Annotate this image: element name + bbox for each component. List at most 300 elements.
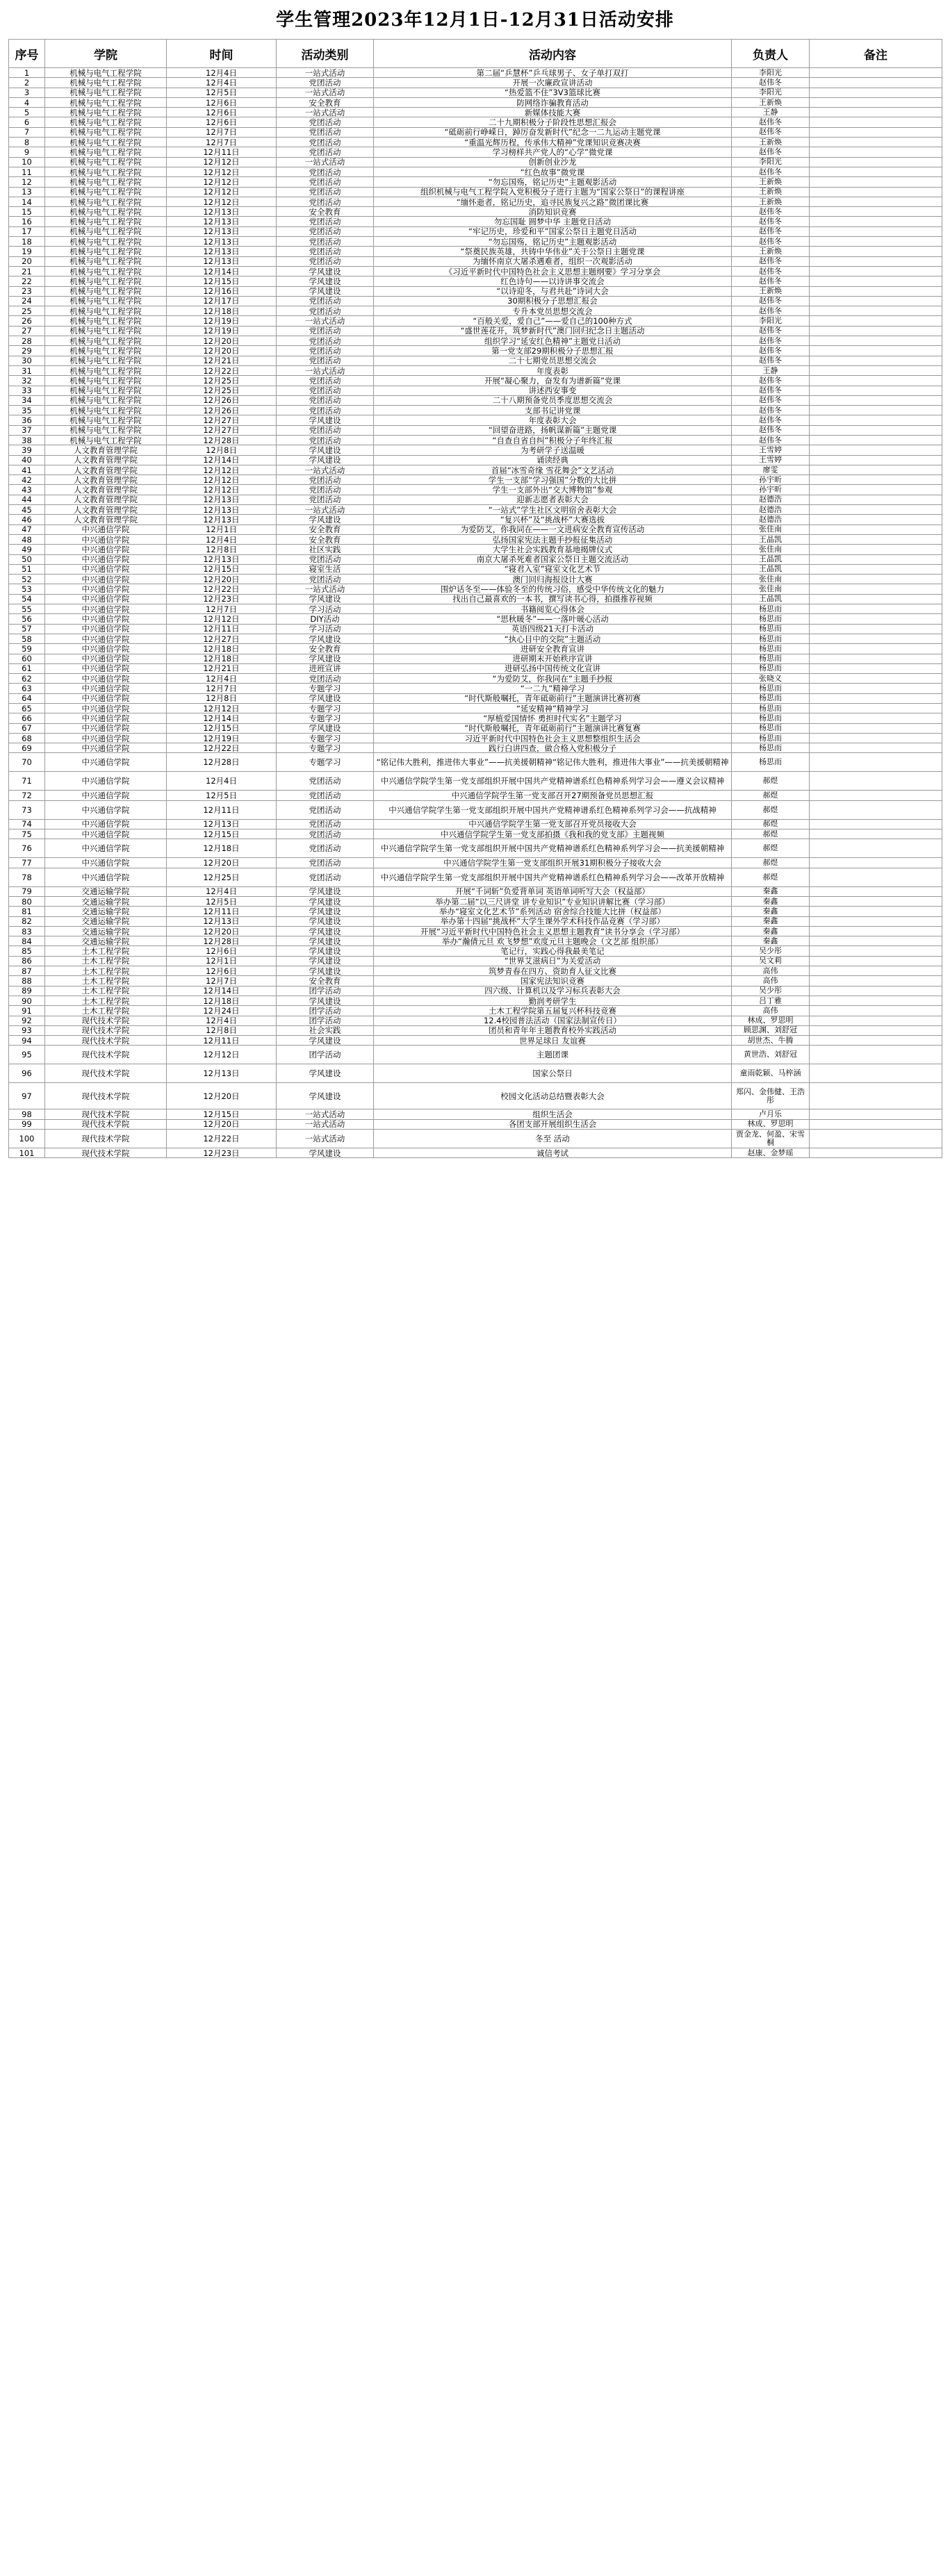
cell-college: 现代技术学院 (45, 1064, 167, 1083)
cell-person: 郝煜 (732, 858, 810, 868)
cell-time: 12月11日 (167, 624, 277, 634)
cell-no: 53 (9, 584, 45, 594)
cell-no: 94 (9, 1036, 45, 1046)
cell-person: 杨思而 (732, 733, 810, 743)
cell-no: 41 (9, 465, 45, 474)
cell-no: 64 (9, 693, 45, 703)
cell-person: 吕丁雅 (732, 996, 810, 1005)
cell-remark (810, 644, 942, 654)
table-row (9, 886, 942, 896)
cell-remark (810, 108, 942, 117)
cell-college: 机械与电气工程学院 (45, 266, 167, 276)
cell-content: 开展“习近平新时代中国特色社会主义思想主题教育”读书分享会（学习部） (374, 926, 732, 936)
table-row (9, 723, 942, 733)
cell-time: 12月7日 (167, 138, 277, 147)
cell-college: 交通运输学院 (45, 916, 167, 926)
cell-content: “自查自省自纠”积极分子年终汇报 (374, 435, 732, 445)
cell-college: 交通运输学院 (45, 907, 167, 916)
table-row (9, 926, 942, 936)
cell-content: 讲述西安事变 (374, 386, 732, 395)
cell-person: 赵伟冬 (732, 167, 810, 176)
cell-person: 王静 (732, 365, 810, 375)
cell-time: 12月28日 (167, 936, 277, 946)
cell-college: 中兴通信学院 (45, 839, 167, 858)
cell-no: 35 (9, 406, 45, 415)
cell-person: 王雪婷 (732, 455, 810, 465)
cell-time: 12月24日 (167, 1006, 277, 1016)
cell-no: 24 (9, 296, 45, 306)
cell-remark (810, 594, 942, 604)
table-row (9, 108, 942, 117)
cell-category: 学风建设 (277, 896, 374, 906)
cell-time: 12月23日 (167, 1148, 277, 1158)
cell-remark (810, 966, 942, 976)
cell-category: 党团活动 (277, 376, 374, 386)
cell-category: 学风建设 (277, 1083, 374, 1109)
cell-remark (810, 743, 942, 753)
cell-person: 王新焕 (732, 177, 810, 187)
table-row (9, 564, 942, 574)
cell-no: 10 (9, 157, 45, 167)
cell-remark (810, 217, 942, 226)
cell-time: 12月13日 (167, 1064, 277, 1083)
cell-college: 中兴通信学院 (45, 654, 167, 663)
cell-no: 27 (9, 326, 45, 336)
cell-person: 王新焕 (732, 138, 810, 147)
cell-remark (810, 346, 942, 356)
cell-time: 12月27日 (167, 415, 277, 425)
cell-remark (810, 868, 942, 886)
cell-category: 党团活动 (277, 346, 374, 356)
cell-content: 弘扬国家宪法主题手抄报征集活动 (374, 534, 732, 544)
cell-remark (810, 1109, 942, 1119)
cell-college: 机械与电气工程学院 (45, 356, 167, 365)
cell-no: 75 (9, 829, 45, 839)
cell-remark (810, 1064, 942, 1083)
cell-category: 党团活动 (277, 187, 374, 197)
cell-college: 人文教育管理学院 (45, 495, 167, 504)
page-title: 学生管理2023年12月1日-12月31日活动安排 (276, 10, 674, 31)
cell-category: 进班宣讲 (277, 663, 374, 673)
cell-time: 12月13日 (167, 495, 277, 504)
cell-category: 学风建设 (277, 266, 374, 276)
cell-remark (810, 88, 942, 97)
cell-person: 王新焕 (732, 187, 810, 197)
cell-remark (810, 455, 942, 465)
table-row (9, 306, 942, 316)
cell-time: 12月11日 (167, 907, 277, 916)
cell-time: 12月5日 (167, 791, 277, 800)
table-row (9, 326, 942, 336)
cell-category: 党团活动 (277, 485, 374, 495)
cell-person: 秦鑫 (732, 916, 810, 926)
cell-college: 机械与电气工程学院 (45, 167, 167, 176)
cell-content: 找出自己最喜欢的一本书，撰写读书心得，拍摄推荐视频 (374, 594, 732, 604)
cell-college: 中兴通信学院 (45, 858, 167, 868)
cell-no: 5 (9, 108, 45, 117)
cell-remark (810, 177, 942, 187)
cell-college: 机械与电气工程学院 (45, 296, 167, 306)
cell-time: 12月5日 (167, 88, 277, 97)
cell-content: 开展“千词斩”负爱背单词 英语单词听写大会（权益部） (374, 886, 732, 896)
cell-college: 机械与电气工程学院 (45, 108, 167, 117)
cell-no: 93 (9, 1025, 45, 1035)
table-body (9, 68, 942, 1158)
cell-person: 郝煜 (732, 829, 810, 839)
cell-college: 机械与电气工程学院 (45, 276, 167, 286)
table-row (9, 117, 942, 127)
cell-content: 开展“凝心聚力，奋发有为谱新篇”党课 (374, 376, 732, 386)
cell-person: 王新焕 (732, 197, 810, 206)
cell-no: 81 (9, 907, 45, 916)
cell-college: 土木工程学院 (45, 1006, 167, 1016)
cell-category: 学风建设 (277, 634, 374, 643)
cell-person: 林成、罗思明 (732, 1016, 810, 1025)
cell-time: 12月12日 (167, 157, 277, 167)
cell-content: 学生一支部外出“交大博物馆”参观 (374, 485, 732, 495)
cell-remark (810, 829, 942, 839)
cell-college: 交通运输学院 (45, 936, 167, 946)
cell-time: 12月6日 (167, 946, 277, 956)
cell-no: 31 (9, 365, 45, 375)
cell-person: 赵伟冬 (732, 296, 810, 306)
cell-content: “一二九”精神学习 (374, 684, 732, 693)
cell-remark (810, 167, 942, 176)
cell-content: 中兴通信学院学生第一党支部组织开展中国共产党精神谱系红色精神系列学习会——抗战精神 (374, 800, 732, 819)
cell-person: 王晶凯 (732, 594, 810, 604)
cell-time: 12月4日 (167, 68, 277, 78)
cell-category: 党团活动 (277, 839, 374, 858)
cell-time: 12月18日 (167, 839, 277, 858)
cell-remark (810, 996, 942, 1005)
cell-college: 机械与电气工程学院 (45, 256, 167, 266)
table-row (9, 1064, 942, 1083)
cell-college: 机械与电气工程学院 (45, 306, 167, 316)
cell-category: 安全教育 (277, 644, 374, 654)
cell-content: 中兴通信学院学生第一党支部拍摄《我和我的党支部》主题视频 (374, 829, 732, 839)
cell-remark (810, 1130, 942, 1148)
cell-content: 学生一支部“学习强国”分数的大比拼 (374, 475, 732, 485)
cell-college: 机械与电气工程学院 (45, 226, 167, 236)
cell-person: 赵伟冬 (732, 326, 810, 336)
cell-content: 第二届“乒慧杯”乒乓球男子、女子单打双打 (374, 68, 732, 78)
cell-content: 南京大屠杀死难者国家公祭日主题交流活动 (374, 554, 732, 564)
cell-no: 14 (9, 197, 45, 206)
cell-college: 机械与电气工程学院 (45, 117, 167, 127)
cell-no: 65 (9, 704, 45, 713)
table-row (9, 684, 942, 693)
cell-category: 一站式活动 (277, 68, 374, 78)
cell-person: 孙宇昕 (732, 475, 810, 485)
cell-person: 秦鑫 (732, 886, 810, 896)
table-row (9, 966, 942, 976)
cell-category: 学风建设 (277, 1064, 374, 1083)
cell-college: 中兴通信学院 (45, 743, 167, 753)
cell-no: 62 (9, 674, 45, 684)
table-row (9, 896, 942, 906)
cell-person: 廖雯 (732, 465, 810, 474)
table-row (9, 286, 942, 296)
table-row (9, 1119, 942, 1129)
cell-content: 笔记行，实践心得我最美笔记 (374, 946, 732, 956)
cell-person: 赵伟冬 (732, 256, 810, 266)
cell-time: 12月12日 (167, 177, 277, 187)
cell-remark (810, 946, 942, 956)
cell-category: 党团活动 (277, 800, 374, 819)
cell-time: 12月4日 (167, 1016, 277, 1025)
cell-no: 38 (9, 435, 45, 445)
cell-category: 安全教育 (277, 534, 374, 544)
cell-category: 寝室生活 (277, 564, 374, 574)
cell-person: 郝煜 (732, 839, 810, 858)
cell-remark (810, 886, 942, 896)
table-row (9, 916, 942, 926)
cell-content: 年度表彰大会 (374, 415, 732, 425)
table-row (9, 1109, 942, 1119)
cell-content: 支部书记讲党课 (374, 406, 732, 415)
cell-time: 12月14日 (167, 713, 277, 723)
cell-college: 机械与电气工程学院 (45, 247, 167, 256)
cell-no: 77 (9, 858, 45, 868)
col-header-category: 活动类别 (277, 40, 374, 68)
cell-person: 郝煜 (732, 868, 810, 886)
cell-category: 党团活动 (277, 197, 374, 206)
cell-category: 学风建设 (277, 276, 374, 286)
table-row (9, 644, 942, 654)
table-row (9, 733, 942, 743)
cell-category: 学习活动 (277, 604, 374, 614)
cell-college: 机械与电气工程学院 (45, 177, 167, 187)
cell-remark (810, 554, 942, 564)
cell-remark (810, 435, 942, 445)
cell-no: 60 (9, 654, 45, 663)
cell-category: 党团活动 (277, 177, 374, 187)
cell-college: 人文教育管理学院 (45, 485, 167, 495)
cell-time: 12月4日 (167, 772, 277, 791)
cell-college: 人文教育管理学院 (45, 515, 167, 525)
cell-content: 举办第二届“以三尺讲堂 讲专业知识”专业知识讲解比赛（学习部） (374, 896, 732, 906)
cell-remark (810, 525, 942, 534)
cell-remark (810, 624, 942, 634)
cell-time: 12月20日 (167, 926, 277, 936)
cell-remark (810, 604, 942, 614)
cell-category: 党团活动 (277, 296, 374, 306)
cell-time: 12月15日 (167, 1109, 277, 1119)
table-row (9, 88, 942, 97)
table-row (9, 525, 942, 534)
cell-time: 12月8日 (167, 445, 277, 455)
cell-category: 一站式活动 (277, 1119, 374, 1129)
cell-no: 12 (9, 177, 45, 187)
cell-category: 党团活动 (277, 868, 374, 886)
cell-remark (810, 365, 942, 375)
cell-college: 中兴通信学院 (45, 525, 167, 534)
cell-remark (810, 376, 942, 386)
cell-person: 杨思而 (732, 663, 810, 673)
cell-college: 人文教育管理学院 (45, 505, 167, 515)
table-row (9, 604, 942, 614)
cell-no: 37 (9, 425, 45, 435)
cell-category: 党团活动 (277, 395, 374, 405)
cell-college: 机械与电气工程学院 (45, 147, 167, 157)
cell-time: 12月25日 (167, 376, 277, 386)
cell-category: 学风建设 (277, 455, 374, 465)
cell-category: 党团活动 (277, 475, 374, 485)
cell-college: 机械与电气工程学院 (45, 217, 167, 226)
cell-no: 15 (9, 207, 45, 217)
table-row (9, 425, 942, 435)
cell-no: 4 (9, 97, 45, 107)
cell-college: 中兴通信学院 (45, 624, 167, 634)
table-row (9, 594, 942, 604)
cell-remark (810, 791, 942, 800)
cell-content: 第一党支部29期积极分子思想汇报 (374, 346, 732, 356)
cell-person: 杨思而 (732, 684, 810, 693)
cell-remark (810, 395, 942, 405)
cell-no: 68 (9, 733, 45, 743)
cell-person: 郑闪、金伟健、王浩彤 (732, 1083, 810, 1109)
cell-category: 学风建设 (277, 693, 374, 703)
cell-content: “砥砺前行峥嵘日，踔厉奋发新时代”纪念一二九运动主题党课 (374, 127, 732, 137)
cell-college: 中兴通信学院 (45, 614, 167, 624)
cell-person: 杨思而 (732, 614, 810, 624)
cell-category: 学风建设 (277, 1148, 374, 1158)
cell-college: 人文教育管理学院 (45, 465, 167, 474)
cell-college: 土木工程学院 (45, 986, 167, 996)
cell-remark (810, 465, 942, 474)
cell-content: 澳门回归海报设计大赛 (374, 575, 732, 584)
cell-category: 一站式活动 (277, 584, 374, 594)
cell-time: 12月12日 (167, 485, 277, 495)
cell-time: 12月13日 (167, 226, 277, 236)
cell-category: 社区实践 (277, 545, 374, 554)
cell-time: 12月13日 (167, 515, 277, 525)
cell-person: 胡世杰、牛腾 (732, 1036, 810, 1046)
cell-content: 诵读经典 (374, 455, 732, 465)
cell-remark (810, 187, 942, 197)
cell-no: 59 (9, 644, 45, 654)
cell-time: 12月7日 (167, 127, 277, 137)
cell-category: 党团活动 (277, 772, 374, 791)
cell-remark (810, 1006, 942, 1016)
cell-no: 45 (9, 505, 45, 515)
cell-college: 中兴通信学院 (45, 545, 167, 554)
cell-college: 机械与电气工程学院 (45, 336, 167, 346)
cell-category: 学风建设 (277, 594, 374, 604)
cell-no: 39 (9, 445, 45, 455)
cell-college: 机械与电气工程学院 (45, 326, 167, 336)
cell-person: 张佳南 (732, 584, 810, 594)
table-row (9, 256, 942, 266)
cell-category: 学风建设 (277, 916, 374, 926)
cell-college: 中兴通信学院 (45, 800, 167, 819)
cell-remark (810, 674, 942, 684)
table-row (9, 78, 942, 88)
cell-no: 83 (9, 926, 45, 936)
table-row (9, 127, 942, 137)
table-row (9, 743, 942, 753)
cell-category: 党团活动 (277, 167, 374, 176)
cell-time: 12月20日 (167, 1119, 277, 1129)
cell-content: 冬至 活动 (374, 1130, 732, 1148)
cell-college: 中兴通信学院 (45, 829, 167, 839)
col-header-person: 负责人 (732, 40, 810, 68)
cell-time: 12月22日 (167, 365, 277, 375)
cell-remark (810, 896, 942, 906)
cell-no: 47 (9, 525, 45, 534)
cell-time: 12月20日 (167, 336, 277, 346)
cell-person: 杨思而 (732, 693, 810, 703)
cell-no: 84 (9, 936, 45, 946)
cell-college: 机械与电气工程学院 (45, 138, 167, 147)
table-row (9, 791, 942, 800)
cell-content: 勿忘国耻 圆梦中华 主题党日活动 (374, 217, 732, 226)
table-row (9, 217, 942, 226)
table-row (9, 534, 942, 544)
cell-category: 一站式活动 (277, 505, 374, 515)
cell-remark (810, 534, 942, 544)
cell-content: 专升本党员思想交流会 (374, 306, 732, 316)
cell-person: 赵伟冬 (732, 395, 810, 405)
cell-time: 12月12日 (167, 167, 277, 176)
cell-content: 中兴通信学院学生第一党支部组织开展中国共产党精神谱系红色精神系列学习会——遵义会议精神 (374, 772, 732, 791)
cell-college: 机械与电气工程学院 (45, 435, 167, 445)
cell-college: 机械与电气工程学院 (45, 316, 167, 326)
cell-content: 消防知识竞赛 (374, 207, 732, 217)
cell-college: 交通运输学院 (45, 926, 167, 936)
cell-content: 国家宪法知识竞赛 (374, 976, 732, 986)
cell-college: 中兴通信学院 (45, 554, 167, 564)
cell-content: 组织学习“延安红色精神”主题党日活动 (374, 336, 732, 346)
cell-no: 13 (9, 187, 45, 197)
cell-no: 46 (9, 515, 45, 525)
cell-college: 中兴通信学院 (45, 534, 167, 544)
cell-category: 安全教育 (277, 97, 374, 107)
cell-category: 党团活动 (277, 217, 374, 226)
cell-category: 党团活动 (277, 78, 374, 88)
cell-time: 12月19日 (167, 316, 277, 326)
cell-category: 安全教育 (277, 207, 374, 217)
cell-college: 机械与电气工程学院 (45, 88, 167, 97)
cell-college: 机械与电气工程学院 (45, 197, 167, 206)
cell-time: 12月20日 (167, 346, 277, 356)
cell-no: 22 (9, 276, 45, 286)
cell-content: “百般关爱，爱自己”——爱自己的100种方式 (374, 316, 732, 326)
table-row (9, 946, 942, 956)
cell-time: 12月21日 (167, 663, 277, 673)
cell-content: 30期积极分子思想汇报会 (374, 296, 732, 306)
cell-time: 12月22日 (167, 584, 277, 594)
cell-time: 12月12日 (167, 614, 277, 624)
cell-category: 党团活动 (277, 674, 374, 684)
cell-person: 张佳南 (732, 545, 810, 554)
cell-time: 12月13日 (167, 505, 277, 515)
table-row (9, 996, 942, 1005)
cell-no: 36 (9, 415, 45, 425)
cell-time: 12月17日 (167, 296, 277, 306)
cell-person: 赵伟冬 (732, 127, 810, 137)
table-row (9, 713, 942, 723)
table-row (9, 753, 942, 772)
cell-category: 党团活动 (277, 256, 374, 266)
table-row (9, 485, 942, 495)
cell-person: 杨思而 (732, 753, 810, 772)
cell-time: 12月6日 (167, 117, 277, 127)
cell-time: 12月28日 (167, 435, 277, 445)
cell-college: 中兴通信学院 (45, 663, 167, 673)
cell-no: 40 (9, 455, 45, 465)
cell-college: 交通运输学院 (45, 886, 167, 896)
